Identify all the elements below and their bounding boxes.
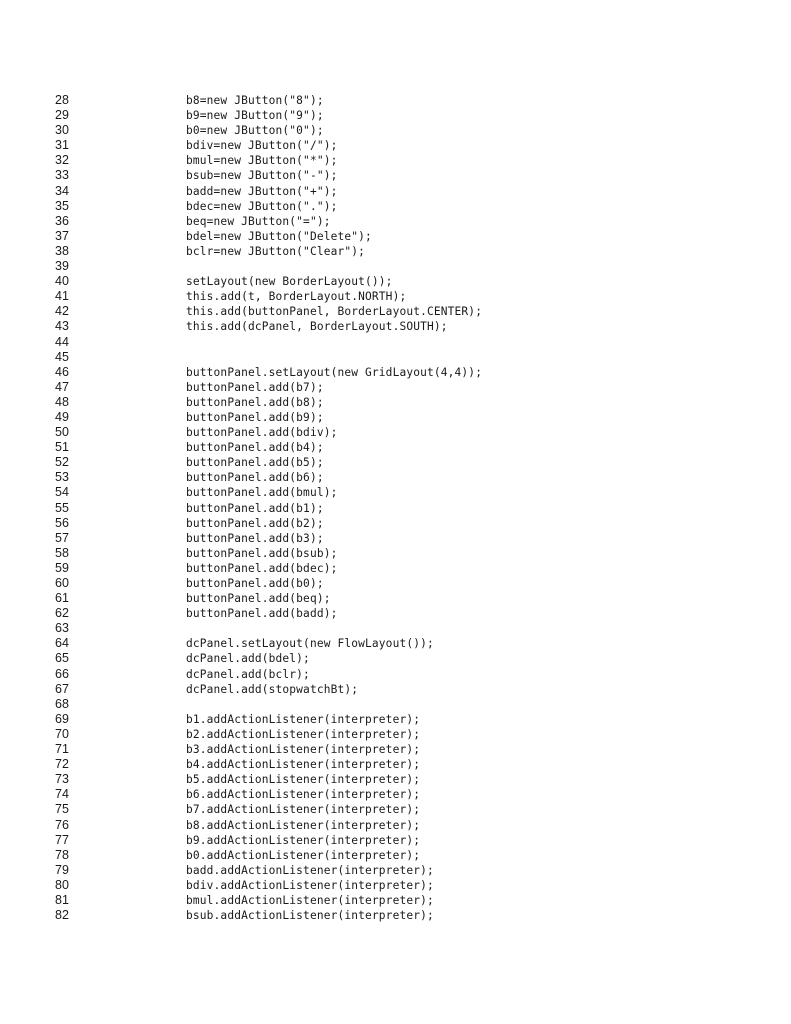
line-code: bdiv=new JButton("/"); — [186, 139, 338, 153]
line-code: b9.addActionListener(interpreter); — [186, 833, 421, 847]
line-number: 29 — [55, 108, 69, 123]
line-number: 38 — [55, 243, 69, 258]
line-code: bdiv.addActionListener(interpreter); — [186, 878, 434, 892]
line-number: 50 — [55, 425, 69, 440]
line-code: buttonPanel.add(b1); — [186, 501, 324, 515]
line-code: this.add(buttonPanel, BorderLayout.CENTER); — [186, 305, 483, 319]
line-code: buttonPanel.add(b6); — [186, 471, 324, 485]
line-number: 30 — [55, 123, 69, 138]
code-line — [55, 168, 755, 183]
code-line — [55, 636, 755, 651]
code-line — [55, 259, 755, 274]
code-line — [55, 802, 755, 817]
line-number: 46 — [55, 364, 69, 379]
line-code: buttonPanel.add(b0); — [186, 577, 324, 590]
line-number: 75 — [55, 802, 69, 817]
code-line — [55, 787, 755, 802]
code-line — [55, 501, 755, 516]
line-number: 62 — [55, 606, 69, 621]
line-number: 40 — [55, 274, 69, 289]
line-number: 70 — [55, 726, 69, 741]
line-number: 54 — [55, 485, 69, 500]
code-line — [55, 470, 755, 485]
line-number: 36 — [55, 213, 69, 228]
line-code: bsub.addActionListener(interpreter); — [186, 909, 434, 923]
line-number: 35 — [55, 198, 69, 213]
line-code: buttonPanel.add(b2); — [186, 516, 324, 530]
line-number: 44 — [55, 334, 69, 349]
line-code: buttonPanel.add(b5); — [186, 456, 324, 470]
code-line — [55, 335, 755, 350]
line-code: bmul=new JButton("*"); — [186, 154, 338, 168]
code-line — [55, 138, 755, 153]
code-line — [55, 304, 755, 319]
line-code: bclr=new JButton("Clear"); — [186, 244, 366, 258]
line-number: 64 — [55, 636, 69, 651]
line-number: 80 — [55, 877, 69, 892]
line-number: 56 — [55, 515, 69, 530]
line-code: b2.addActionListener(interpreter); — [186, 727, 421, 741]
line-code: b4.addActionListener(interpreter); — [186, 758, 421, 772]
line-code: bmul.addActionListener(interpreter); — [186, 893, 434, 907]
code-line — [55, 395, 755, 410]
code-line — [55, 108, 755, 123]
line-code: buttonPanel.add(b9); — [186, 410, 324, 424]
line-code: bdel=new JButton("Delete"); — [186, 229, 372, 243]
line-code: buttonPanel.add(bdec); — [186, 561, 338, 575]
line-code: b0.addActionListener(interpreter); — [186, 848, 421, 862]
line-code: dcPanel.add(stopwatchBt); — [186, 682, 359, 696]
line-number: 78 — [55, 847, 69, 862]
line-number: 31 — [55, 138, 69, 153]
code-line — [55, 289, 755, 304]
line-number: 51 — [55, 440, 69, 455]
code-line — [55, 908, 755, 923]
line-code: buttonPanel.add(b3); — [186, 531, 324, 545]
code-line — [55, 772, 755, 787]
line-number: 82 — [55, 908, 69, 923]
line-code: b6.addActionListener(interpreter); — [186, 788, 421, 802]
line-number: 63 — [55, 621, 69, 636]
line-code: buttonPanel.setLayout(new GridLayout(4,4)); — [186, 365, 483, 379]
code-line — [55, 546, 755, 561]
line-number: 77 — [55, 832, 69, 847]
code-line — [55, 621, 755, 636]
code-line — [55, 184, 755, 199]
line-number: 79 — [55, 862, 69, 877]
line-code: dcPanel.add(bdel); — [186, 652, 310, 666]
code-line — [55, 531, 755, 546]
code-line — [55, 606, 755, 621]
line-number: 49 — [55, 409, 69, 424]
code-line — [55, 199, 755, 214]
line-code: b8.addActionListener(interpreter); — [186, 818, 421, 832]
code-line — [55, 485, 755, 500]
line-number: 32 — [55, 153, 69, 168]
code-line — [55, 818, 755, 833]
code-line — [55, 244, 755, 259]
line-number: 28 — [55, 93, 69, 107]
code-line — [55, 712, 755, 727]
code-line — [55, 229, 755, 244]
line-number: 71 — [55, 742, 69, 757]
code-line — [55, 425, 755, 440]
code-line — [55, 727, 755, 742]
line-code: b0=new JButton("0"); — [186, 124, 324, 138]
line-number: 68 — [55, 696, 69, 711]
code-line — [55, 878, 755, 893]
code-line — [55, 863, 755, 878]
code-line — [55, 516, 755, 531]
line-code: bsub=new JButton("-"); — [186, 169, 338, 183]
line-code: buttonPanel.add(b8); — [186, 395, 324, 409]
line-code: badd.addActionListener(interpreter); — [186, 863, 434, 877]
line-number: 69 — [55, 711, 69, 726]
line-number: 73 — [55, 772, 69, 787]
line-code: buttonPanel.add(b4); — [186, 441, 324, 455]
line-number: 76 — [55, 817, 69, 832]
code-line — [55, 365, 755, 380]
line-number: 60 — [55, 576, 69, 590]
line-number: 42 — [55, 304, 69, 319]
line-number: 37 — [55, 228, 69, 243]
line-code: b8=new JButton("8"); — [186, 94, 324, 107]
line-number: 61 — [55, 591, 69, 606]
line-code: beq=new JButton("="); — [186, 214, 331, 228]
code-line — [55, 455, 755, 470]
line-code: buttonPanel.add(b7); — [186, 380, 324, 394]
line-code: setLayout(new BorderLayout()); — [186, 275, 393, 289]
line-code: badd=new JButton("+"); — [186, 184, 338, 198]
code-line — [55, 893, 755, 908]
code-line — [55, 350, 755, 365]
line-code: buttonPanel.add(bdiv); — [186, 426, 338, 440]
code-line — [55, 153, 755, 168]
line-code: this.add(dcPanel, BorderLayout.SOUTH); — [186, 320, 448, 334]
line-code: this.add(t, BorderLayout.NORTH); — [186, 290, 407, 304]
code-listing — [55, 93, 755, 923]
line-number: 55 — [55, 500, 69, 515]
line-number: 58 — [55, 545, 69, 560]
line-code: b7.addActionListener(interpreter); — [186, 803, 421, 817]
code-line — [55, 576, 755, 591]
line-number: 41 — [55, 289, 69, 304]
line-number: 65 — [55, 651, 69, 666]
line-number: 34 — [55, 183, 69, 198]
code-line — [55, 319, 755, 334]
code-line — [55, 410, 755, 425]
code-line — [55, 682, 755, 697]
line-number: 81 — [55, 892, 69, 907]
line-code: buttonPanel.add(bmul); — [186, 486, 338, 500]
code-line — [55, 651, 755, 666]
line-number: 72 — [55, 757, 69, 772]
line-code: bdec=new JButton("."); — [186, 199, 338, 213]
line-code: buttonPanel.add(badd); — [186, 607, 338, 621]
line-number: 74 — [55, 787, 69, 802]
code-line — [55, 93, 755, 108]
line-code: buttonPanel.add(beq); — [186, 592, 331, 606]
line-code: b1.addActionListener(interpreter); — [186, 712, 421, 726]
line-number: 57 — [55, 530, 69, 545]
code-line — [55, 757, 755, 772]
line-number: 52 — [55, 455, 69, 470]
line-code: dcPanel.add(bclr); — [186, 667, 310, 681]
line-number: 59 — [55, 560, 69, 575]
line-number: 48 — [55, 394, 69, 409]
code-line — [55, 697, 755, 712]
line-code: b3.addActionListener(interpreter); — [186, 743, 421, 757]
line-number: 33 — [55, 168, 69, 183]
code-line — [55, 380, 755, 395]
line-code: b5.addActionListener(interpreter); — [186, 773, 421, 787]
line-number: 53 — [55, 470, 69, 485]
line-number: 47 — [55, 379, 69, 394]
code-line — [55, 214, 755, 229]
line-number: 66 — [55, 666, 69, 681]
line-number: 43 — [55, 319, 69, 334]
code-line — [55, 123, 755, 138]
code-line — [55, 440, 755, 455]
code-line — [55, 274, 755, 289]
code-line — [55, 561, 755, 576]
code-line — [55, 848, 755, 863]
line-code: dcPanel.setLayout(new FlowLayout()); — [186, 637, 434, 651]
line-number: 39 — [55, 259, 69, 274]
code-line — [55, 742, 755, 757]
line-number: 67 — [55, 681, 69, 696]
line-number: 45 — [55, 349, 69, 364]
code-line — [55, 667, 755, 682]
code-line — [55, 833, 755, 848]
line-code: buttonPanel.add(bsub); — [186, 546, 338, 560]
line-code: b9=new JButton("9"); — [186, 109, 324, 123]
code-line — [55, 591, 755, 606]
